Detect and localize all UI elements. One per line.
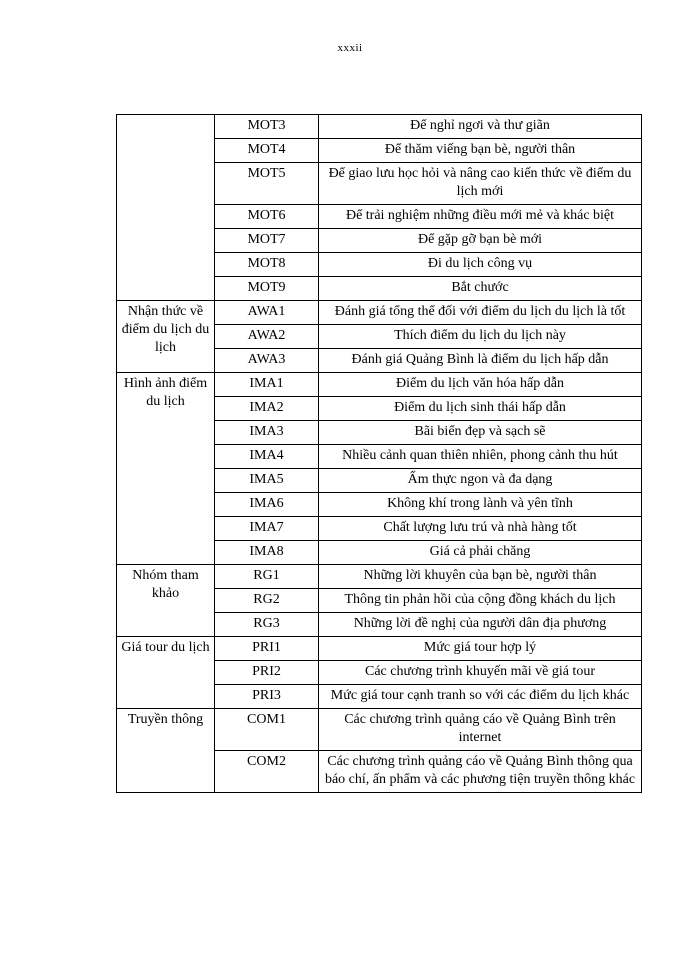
variable-description-cell: Thông tin phản hồi của cộng đồng khách du lịch (319, 589, 642, 613)
table-body (117, 115, 642, 793)
table-row (117, 709, 642, 751)
variable-code-cell: IMA5 (215, 469, 319, 493)
variable-code-cell: MOT5 (215, 163, 319, 205)
variable-description-cell: Ẩm thực ngon và đa dạng (319, 469, 642, 493)
variable-code-cell: MOT7 (215, 229, 319, 253)
variable-description-cell: Nhiều cảnh quan thiên nhiên, phong cảnh thu hút (319, 445, 642, 469)
variable-description-cell: Thích điểm du lịch du lịch này (319, 325, 642, 349)
variable-code-cell: IMA8 (215, 541, 319, 565)
variable-code-cell: RG3 (215, 613, 319, 637)
variable-code-cell: COM2 (215, 751, 319, 793)
variable-description-cell: Các chương trình khuyến mãi về giá tour (319, 661, 642, 685)
table-row (117, 637, 642, 661)
variable-code-cell: MOT4 (215, 139, 319, 163)
variable-description-cell: Để giao lưu học hỏi và nâng cao kiến thức về điểm du lịch mới (319, 163, 642, 205)
table-row (117, 115, 642, 139)
variable-code-cell: IMA1 (215, 373, 319, 397)
variable-code-cell: COM1 (215, 709, 319, 751)
variable-description-cell: Những lời khuyên của bạn bè, người thân (319, 565, 642, 589)
variable-code-cell: RG2 (215, 589, 319, 613)
table-row (117, 301, 642, 325)
variable-code-cell: AWA2 (215, 325, 319, 349)
page-number: xxxii (337, 42, 363, 54)
variable-code-cell: MOT9 (215, 277, 319, 301)
variable-code-cell: IMA4 (215, 445, 319, 469)
variable-code-cell: MOT3 (215, 115, 319, 139)
table-row (117, 565, 642, 589)
group-label-cell (117, 115, 215, 301)
variable-code-cell: PRI1 (215, 637, 319, 661)
group-label-cell: Nhóm tham khảo (117, 565, 215, 637)
variable-description-cell: Điểm du lịch sinh thái hấp dẫn (319, 397, 642, 421)
variable-description-cell: Chất lượng lưu trú và nhà hàng tốt (319, 517, 642, 541)
variable-description-cell: Để nghỉ ngơi và thư giãn (319, 115, 642, 139)
variable-code-cell: RG1 (215, 565, 319, 589)
variable-code-cell: AWA1 (215, 301, 319, 325)
group-label-cell: Nhận thức về điểm du lịch du lịch (117, 301, 215, 373)
group-label-cell: Hình ảnh điểm du lịch (117, 373, 215, 565)
variables-table (116, 114, 642, 793)
variable-code-cell: IMA3 (215, 421, 319, 445)
variable-description-cell: Đánh giá Quảng Bình là điểm du lịch hấp dẫn (319, 349, 642, 373)
variable-code-cell: IMA2 (215, 397, 319, 421)
variable-code-cell: MOT8 (215, 253, 319, 277)
variable-description-cell: Những lời đề nghị của người dân địa phương (319, 613, 642, 637)
variable-description-cell: Giá cả phải chăng (319, 541, 642, 565)
variable-description-cell: Để gặp gỡ bạn bè mới (319, 229, 642, 253)
variable-description-cell: Mức giá tour cạnh tranh so với các điểm du lịch khác (319, 685, 642, 709)
variable-code-cell: MOT6 (215, 205, 319, 229)
variable-description-cell: Đánh giá tổng thể đối với điểm du lịch du lịch là tốt (319, 301, 642, 325)
variable-description-cell: Mức giá tour hợp lý (319, 637, 642, 661)
variable-code-cell: PRI3 (215, 685, 319, 709)
variable-description-cell: Các chương trình quảng cáo về Quảng Bình thông qua báo chí, ấn phẩm và các phương tiện truyền thông khác (319, 751, 642, 793)
variable-code-cell: IMA6 (215, 493, 319, 517)
variable-code-cell: IMA7 (215, 517, 319, 541)
variable-code-cell: PRI2 (215, 661, 319, 685)
variable-description-cell: Để thăm viếng bạn bè, người thân (319, 139, 642, 163)
group-label-cell: Truyền thông (117, 709, 215, 793)
variable-description-cell: Đi du lịch công vụ (319, 253, 642, 277)
group-label-cell: Giá tour du lịch (117, 637, 215, 709)
variable-description-cell: Điểm du lịch văn hóa hấp dẫn (319, 373, 642, 397)
variable-description-cell: Bắt chước (319, 277, 642, 301)
variable-description-cell: Để trải nghiệm những điều mới mẻ và khác biệt (319, 205, 642, 229)
variable-code-cell: AWA3 (215, 349, 319, 373)
variable-description-cell: Các chương trình quảng cáo về Quảng Bình trên internet (319, 709, 642, 751)
variable-description-cell: Không khí trong lành và yên tĩnh (319, 493, 642, 517)
table-row (117, 373, 642, 397)
variable-description-cell: Bãi biển đẹp và sạch sẽ (319, 421, 642, 445)
